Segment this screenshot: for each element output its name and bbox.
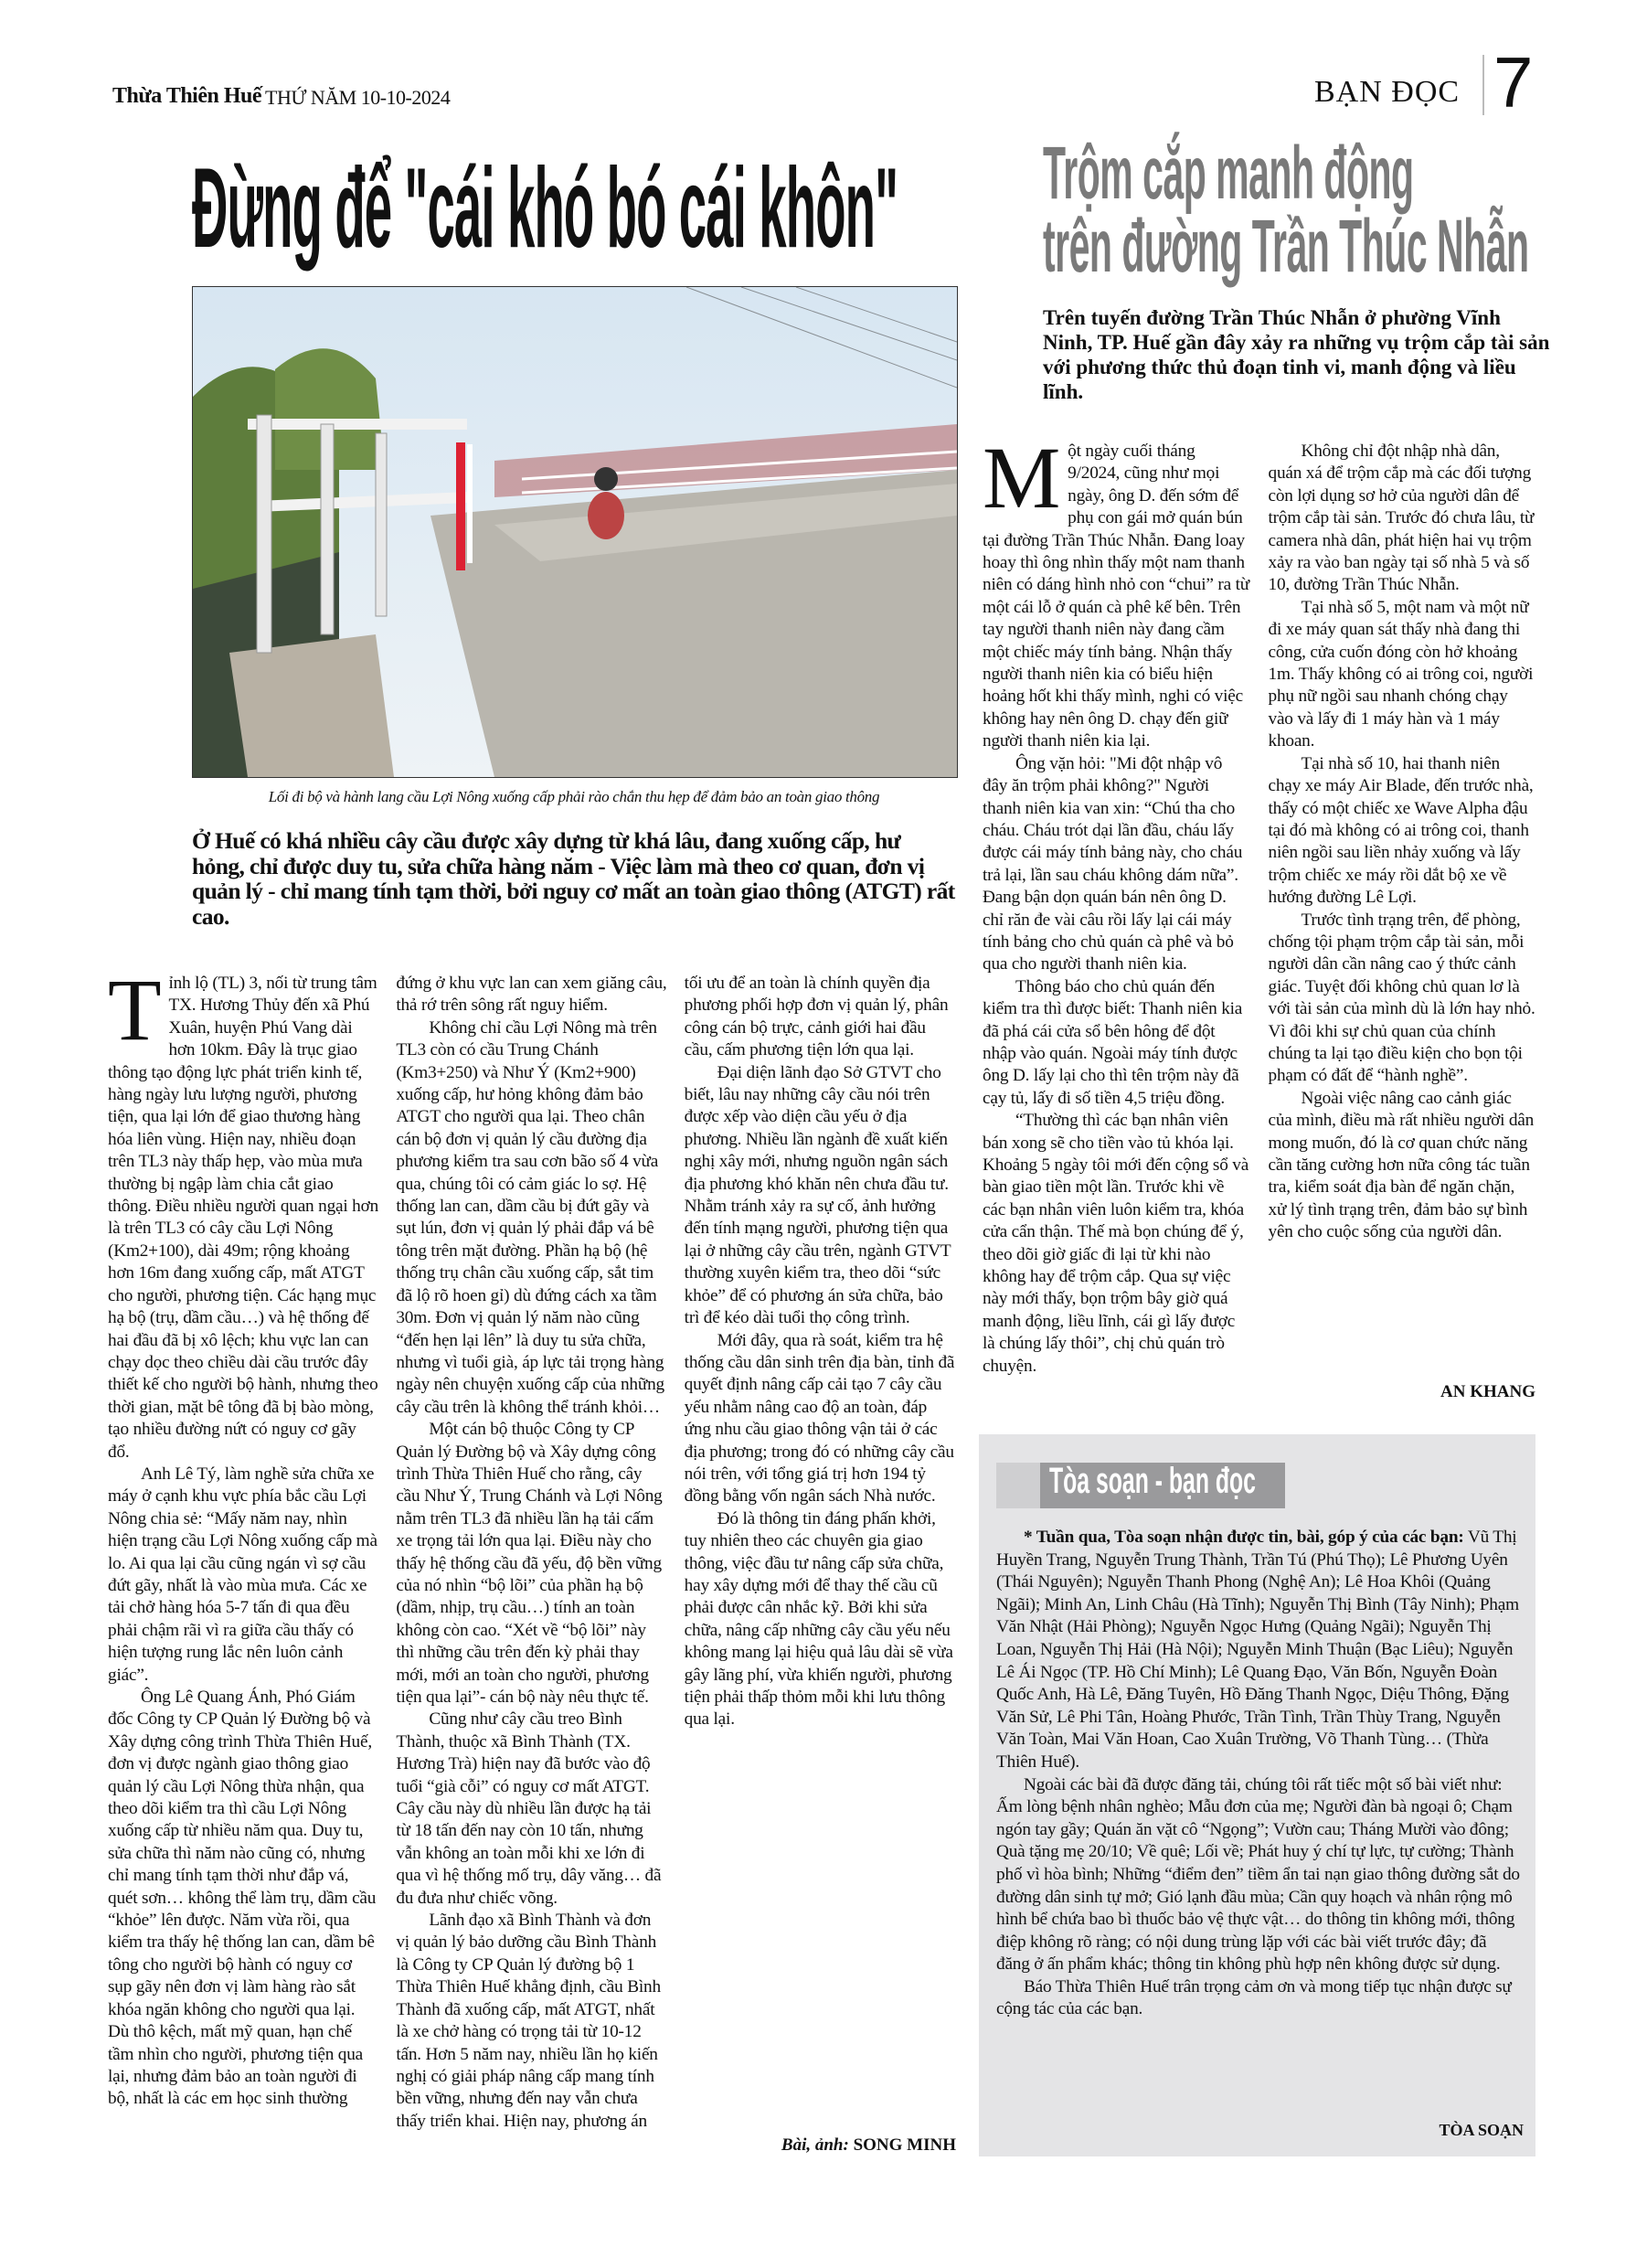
article1-paragraph: Anh Lê Tý, làm nghề sửa chữa xe máy ở cạnh khu vực phía bắc cầu Lợi Nông chia sẻ: “Mấy năm nay, nhìn hiện trạng cầu Lợi Nông xuống cấp mà lo. Ai qua lại cầu cũng ngán vì sợ cầu đứt gãy, nhất là vào mùa mưa. Các xe tải chở hàng hóa 5-7 tấn đi qua đều phải chậm rãi vì ra giữa cầu thấy có hiện tượng rung lắc nên luôn cảnh giác”. xyxy=(108,1464,377,1685)
section-name: BẠN ĐỌC xyxy=(1314,75,1461,109)
bridge-photo-illustration xyxy=(193,287,957,777)
article1-paragraph: Không chỉ cầu Lợi Nông mà trên TL3 còn có cầu Trung Chánh (Km3+250) và Như Ý (Km2+900) xuống cấp, hư hỏng không đảm bảo ATGT cho người qua lại. Theo chân cán bộ đơn vị quản lý cầu đường địa phương kiểm tra sau cơn bão số 4 vừa qua, chúng tôi có cảm giác lo sợ. Hệ thống lan can, dầm cầu bị đứt gãy và sụt lún, đơn vị quản lý phải đắp vá bê tông trên mặt đường. Phần hạ bộ (hệ thống trụ chân cầu xuống cấp, sắt tim đã lộ rõ hoen gỉ) dù đứng cách xa tầm 30m. Đơn vị quản lý năm nào cũng “đến hẹn lại lên” là duy tu sửa chữa, nhưng vì tuổi già, áp lực tải trọng hàng ngày nên chuyện xuống cấp của những cây cầu trên là không thể tránh khỏi… xyxy=(396,1017,664,1417)
article2-paragraph: Ngoài việc nâng cao cảnh giác của mình, điều mà rất nhiều người dân mong muốn, đó là cơ quan chức năng cần tăng cường hơn nữa công tác tuần tra, kiểm soát địa bàn để ngăn chặn, xử lý tình trạng trên, đảm bảo sự bình yên cho cuộc sống của người dân. xyxy=(1268,1088,1535,1242)
article1-paragraph: Lãnh đạo xã Bình Thành và đơn vị quản lý bảo dưỡng cầu Bình Thành là Công ty CP Quản lý đường bộ 1 Thừa Thiên Huế khẳng định, cầu Bình Thành đã xuống cấp, mất ATGT, nhất là xe chở hàng có trọng tải từ 10-12 tấn. Hơn 5 năm nay, nhiều lần họ kiến nghị có giải pháp nâng cấp mang tính bền vững, nhưng đến nay vẫn chưa thấy triển khai. Hiện nay, phương án tối ưu để an toàn là chính quyền địa phương phối hợp đơn vị quản lý, phân công cán bộ trực, cảnh giới hai đầu cầu, cấm phương tiện lớn qua lại. xyxy=(396,974,949,2131)
header-divider xyxy=(1482,55,1484,115)
article1-paragraph: Cũng như cây cầu treo Bình Thành, thuộc xã Bình Thành (TX. Hương Trà) hiện nay đã bước vào độ tuổi “già cỗi” có nguy cơ mất ATGT. Cây cầu này dù nhiều lần được hạ tải từ 18 tấn đến nay còn 10 tấn, nhưng vẫn không an toàn mỗi khi xe lớn đi qua vì hệ thống mố trụ, dây văng… đã đu đưa như chiếc võng. xyxy=(396,1709,662,1908)
contributors-intro: * Tuần qua, Tòa soạn nhận được tin, bài, góp ý của các bạn: xyxy=(1024,1528,1464,1547)
paragraph-text: ỉnh lộ (TL) 3, nối từ trung tâm TX. Hương Thủy đến xã Phú Xuân, huyện Phú Vang dài hơn 10km. Đây là trục giao thông tạo động lực phát triển kinh tế, hàng ngày lưu lượng người, phương tiện, qua lại lớn để giao thương hàng hóa liên vùng. Hiện nay, nhiều đoạn trên TL3 này thấp hẹp, vào mùa mưa thường bị ngập làm chia cắt giao thông. Điều nhiều người quan ngại hơn là trên TL3 có cây cầu Lợi Nông (Km2+100), dài 49m; rộng khoảng hơn 16m đang xuống cấp, mất ATGT cho người, phương tiện. Các hạng mục hạ bộ (trụ, dầm cầu…) và hệ thống đế hai đầu đã bị xô lệch; khu vực lan can chạy dọc theo chiều dài cầu trước đây thiết kế cho người bộ hành, nhưng theo thời gian, mặt bê tông đã bị bào mòng, tạo nhiều đường nứt có nguy cơ gãy đổ. xyxy=(108,974,379,1462)
reader-box-paragraph: Ngoài các bài đã được đăng tải, chúng tôi rất tiếc một số bài viết như: Ấm lòng bệnh nhân nghèo; Mẫu đơn của mẹ; Người đàn bà ngoại ô; Chạm ngón tay gầy; Quán ăn vặt cô “Ngọng”; Vườn cau; Tháng Mười vào đông; Quà tặng mẹ 20/10; Về quê; Lối về; Phát huy ý chí tự lực, tự cường; Thành phố vì hòa bình; Những “điểm đen” tiềm ẩn tai nạn giao thông đường sắt do đường dân sinh tự mở; Gió lạnh đầu mùa; Cần quy hoạch và nhân rộng mô hình bể chứa bao bì thuốc bảo vệ thực vật… do thông tin không mới, thông điệp không rõ ràng; có nội dung trùng lặp với các bài viết trước đây; đã đăng ở ấn phẩm khác; thông tin không phù hợp nên không được sử dụng. xyxy=(996,1774,1520,1975)
article1-paragraph: Ông Lê Quang Ánh, Phó Giám đốc Công ty CP Quản lý Đường bộ và Xây dựng công trình Thừa Thiên Huế, đơn vị được ngành giao thông giao quản lý cầu Lợi Nông thừa nhận, qua theo dõi kiểm tra thì cầu Lợi Nông xuống cấp từ nhiều năm qua. Duy tu, sửa chữa thì năm nào cũng có, nhưng chỉ mang tính tạm thời như đắp vá, quét sơn… không thể làm trụ, dầm cầu “khỏe” lên được. Năm vừa rồi, qua kiểm tra thấy hệ thống lan can, dầm bê tông cho người bộ hành có nguy cơ sụp gãy nên đơn vị làm hàng rào sắt khóa ngăn không cho người qua lại. Dù thô kệch, mất mỹ quan, hạn chế tầm nhìn cho người, phương tiện qua lại, nhưng đảm bảo an toàn người đi bộ, nhất là các em học sinh thường đứng ở khu vực lan can xem giăng câu, thả rớ trên sông rất nguy hiểm. xyxy=(108,974,667,2109)
contributors-names: Vũ Thị Huyền Trang, Nguyễn Trung Thành, Trần Tú (Phú Thọ); Lê Phương Uyên (Thái Nguyên); Nguyễn Thanh Phong (Nghệ An); Lê Hoa Khôi (Quảng Ngãi); Minh An, Linh Châu (Hà Tĩnh); Nguyễn Thị Bình (Tây Ninh); Phạm Văn Nhật (Hải Phòng); Nguyễn Ngọc Hưng (Quảng Ngãi); Nguyễn Thị Loan, Nguyễn Thị Hải (Hà Nội); Nguyễn Minh Thuận (Bạc Liêu); Nguyễn Lê Ái Ngọc (TP. Hồ Chí Minh); Lê Quang Đạo, Văn Bốn, Nguyễn Đoàn Quốc Anh, Hà Lê, Đăng Tuyên, Hồ Đăng Thanh Ngọc, Diệu Thông, Đặng Văn Sử, Lê Phi Tân, Hoàng Phước, Trần Tình, Trần Thùy Trang, Nguyễn Văn Toàn, Mai Văn Hoan, Cao Xuân Trường, Võ Thanh Tùng… (Thừa Thiên Huế). xyxy=(996,1528,1519,1772)
article1-body xyxy=(108,961,956,2134)
reader-box-paragraph: Báo Thừa Thiên Huế trân trọng cảm ơn và mong tiếp tục nhận được sự cộng tác của các bạn. xyxy=(996,1976,1512,2019)
article2-paragraph xyxy=(983,429,1250,753)
article2-lead: Trên tuyến đường Trần Thúc Nhẫn ở phường Vĩnh Ninh, TP. Huế gần đây xảy ra những vụ trộm cắp tài sản với phương thức thủ đoạn tinh vi, manh động và liều lĩnh. xyxy=(1043,306,1550,403)
headline-line: Trộm cắp manh động xyxy=(1043,132,1414,215)
article2-paragraph: Thông báo cho chủ quán đến kiểm tra thì được biết: Thanh niên kia đã phá cái cửa sổ bên hông để đột nhập vào quán. Ngoài máy tính được ông D. lấy lại cho thì tên trộm này đã cạy tủ, lấy đi số tiền 4,5 triệu đồng. xyxy=(983,976,1243,1108)
article2-headline xyxy=(1043,132,1529,288)
byline-author: SONG MINH xyxy=(853,2135,956,2155)
headline-line: trên đường Trần Thúc Nhẫn xyxy=(1043,205,1529,288)
article2-byline: AN KHANG xyxy=(1440,1382,1535,1401)
article2-paragraph: Không chỉ đột nhập nhà dân, quán xá để trộm cắp mà các đối tượng còn lợi dụng sơ hở của người dân để trộm cắp tài sản. Trước đó chưa lâu, từ camera nhà dân, phát hiện hai vụ trộm xảy ra vào ban ngày tại số nhà 5 và số 10, đường Trần Thúc Nhẫn. xyxy=(1268,442,1535,595)
reader-box-title-accent xyxy=(996,1463,1040,1508)
newspaper-name: Thừa Thiên Huế xyxy=(112,84,262,108)
article1-headline: Đừng để "cái khó bó cái khôn" xyxy=(192,145,898,272)
photo-caption: Lối đi bộ và hành lang cầu Lợi Nông xuống cấp phải rào chắn thu hẹp để đảm bảo an toàn giao thông xyxy=(268,788,880,805)
reader-box-body xyxy=(996,1527,1523,2021)
article1-byline xyxy=(781,2135,956,2156)
article1-paragraph: Đại diện lãnh đạo Sở GTVT cho biết, lâu nay những cây cầu nói trên được xếp vào diện cầu yếu ở địa phương. Nhiều lần ngành đề xuất kiến nghị xây mới, nhưng nguồn ngân sách địa phương khó khăn nên chưa đầu tư. Nhằm tránh xảy ra sự cố, ảnh hưởng đến tính mạng người, phương tiện qua lại ở những cây cầu trên, ngành GTVT thường xuyên kiểm tra, theo dõi “sức khỏe” để có phương án sửa chữa, bảo trì để kéo dài tuổi thọ công trình. xyxy=(684,1062,951,1328)
article1-photo-bridge xyxy=(192,286,958,778)
article1-paragraph: Mới đây, qua rà soát, kiểm tra hệ thống cầu dân sinh trên địa bàn, tỉnh đã quyết định nâng cấp cải tạo 7 cây cầu yếu nhằm nâng cao độ an toàn, đáp ứng nhu cầu giao thông vận tải ở các địa phương; trong đó có những cây cầu nói trên, với tổng giá trị hơn 194 tỷ đồng bằng vốn ngân sách Nhà nước. xyxy=(684,1330,955,1507)
article1-paragraph: Một cán bộ thuộc Công ty CP Quản lý Đường bộ và Xây dựng công trình Thừa Thiên Huế cho rằng, cây cầu Như Ý, Trung Chánh và Lợi Nông nằm trên TL3 đã nhiều lần hạ tải cấm xe trọng tải lớn qua lại. Điều này cho thấy hệ thống cầu đã yếu, độ bền vững của nó nhìn “bộ lõi” của phần hạ bộ (dầm, nhịp, trụ cầu…) tính an toàn không còn cao. “Xét về “bộ lõi” này thì những cầu trên đến kỳ phải thay mới, mới an toàn cho người, phương tiện qua lại”- cán bộ này nêu thực tế. xyxy=(396,1420,663,1707)
reader-box-title: Tòa soạn - bạn đọc xyxy=(1049,1461,1256,1501)
drop-cap: M xyxy=(983,429,1061,527)
article2-paragraph: Ông vặn hỏi: "Mi đột nhập vô đây ăn trộm phải không?" Người thanh niên kia van xin: “Chú tha cho cháu. Cháu trót dại lần đầu, cháu lấy được cái máy tính bảng này, cho cháu trả lại, lần sau cháu không dám nữa”. Đang bận dọn quán bán nên ông D. chỉ răn đe vài câu rồi lấy lại cái máy tính bảng cho chủ quán cà phê và bỏ qua cho người thanh niên kia. xyxy=(983,753,1243,974)
byline-label: Bài, ảnh: xyxy=(781,2135,849,2155)
article1-lead: Ở Huế có khá nhiều cây cầu được xây dựng từ khá lâu, đang xuống cấp, hư hỏng, chỉ được duy tu, sửa chữa hàng năm - Việc làm mà theo cơ quan, đơn vị quản lý - chỉ mang tính tạm thời, bởi nguy cơ mất an toàn giao thông (ATGT) rất cao. xyxy=(192,827,955,930)
page-number: 7 xyxy=(1493,42,1534,122)
article1-paragraph: Đó là thông tin đáng phấn khởi, tuy nhiên theo các chuyên gia giao thông, việc đầu tư nâng cấp sửa chữa, hay xây dựng mới để thay thế cầu cũ phải được cân nhắc kỹ. Bởi khi sửa chữa, nâng cấp những cây cầu yếu nếu không mang lại hiệu quả lâu dài sẽ vừa gây lãng phí, vừa khiến người, phương tiện phải thấp thỏm mỗi khi lưu thông qua lại. xyxy=(684,1508,953,1730)
paragraph-text: ột ngày cuối tháng 9/2024, cũng như mọi ngày, ông D. đến sớm để phụ con gái mở quán bún tại đường Trần Thúc Nhẫn. Đang loay hoay thì ông nhìn thấy một nam thanh niên có dáng hình nhỏ con “chui” ra từ một cái lỗ ở quán cà phê kế bên. Trên tay người thanh niên này đang cầm một chiếc máy tính bảng. Nhận thấy người thanh niên kia có biểu hiện hoảng hốt khi thấy mình, nghi có việc không hay nên ông D. chạy đến giữ người thanh niên kia lại. xyxy=(983,442,1249,751)
reader-box-signature: TÒA SOẠN xyxy=(1439,2121,1524,2139)
article2-body xyxy=(983,429,1535,1384)
article2-paragraph: Trước tình trạng trên, để phòng, chống tội phạm trộm cắp tài sản, mỗi người dân cần nâng cao ý thức cảnh giác. Tuyệt đối không chủ quan lơ là với tài sản của mình dù là lớn hay nhỏ. Vì đôi khi sự chủ quan của chính chúng ta lại tạo điều kiện cho bọn tội phạm có đất để “hành nghề”. xyxy=(1268,910,1535,1086)
article1-paragraph xyxy=(108,961,379,1464)
issue-date: THỨ NĂM 10-10-2024 xyxy=(265,86,451,109)
article2-paragraph: Tại nhà số 10, hai thanh niên chạy xe máy Air Blade, đến trước nhà, thấy có một chiếc xe Wave Alpha đậu tại đó mà không có ai trông coi, thanh niên ngồi sau liền nhảy xuống và lấy trộm chiếc xe máy rồi dắt bộ xe về hướng đường Lê Lợi. xyxy=(1268,753,1534,908)
reader-box-contributors xyxy=(996,1527,1523,1774)
drop-cap: T xyxy=(108,961,162,1059)
article2-paragraph: “Thường thì các bạn nhân viên bán xong sẽ cho tiền vào tủ khóa lại. Khoảng 5 ngày tôi mới đến cộng sổ và bàn giao tiền một lần. Trước khi về các bạn nhân viên luôn kiểm tra, khóa cửa cẩn thận. Thế mà bọn chúng để ý, theo dõi giờ giấc đi lại từ khi nào không hay để trộm cắp. Qua sự việc này mới thấy, bọn trộm bây giờ quá manh động, liều lĩnh, cái gì lấy được là chúng lấy thôi”, chị chủ quán trò chuyện. xyxy=(983,1111,1249,1376)
article2-paragraph: Tại nhà số 5, một nam và một nữ đi xe máy quan sát thấy nhà đang thi công, cửa cuốn đóng còn hở khoảng 1m. Thấy không có ai trông coi, người phụ nữ ngồi sau nhanh chóng chạy vào và lấy đi 1 máy hàn và 1 máy khoan. xyxy=(1268,597,1534,751)
